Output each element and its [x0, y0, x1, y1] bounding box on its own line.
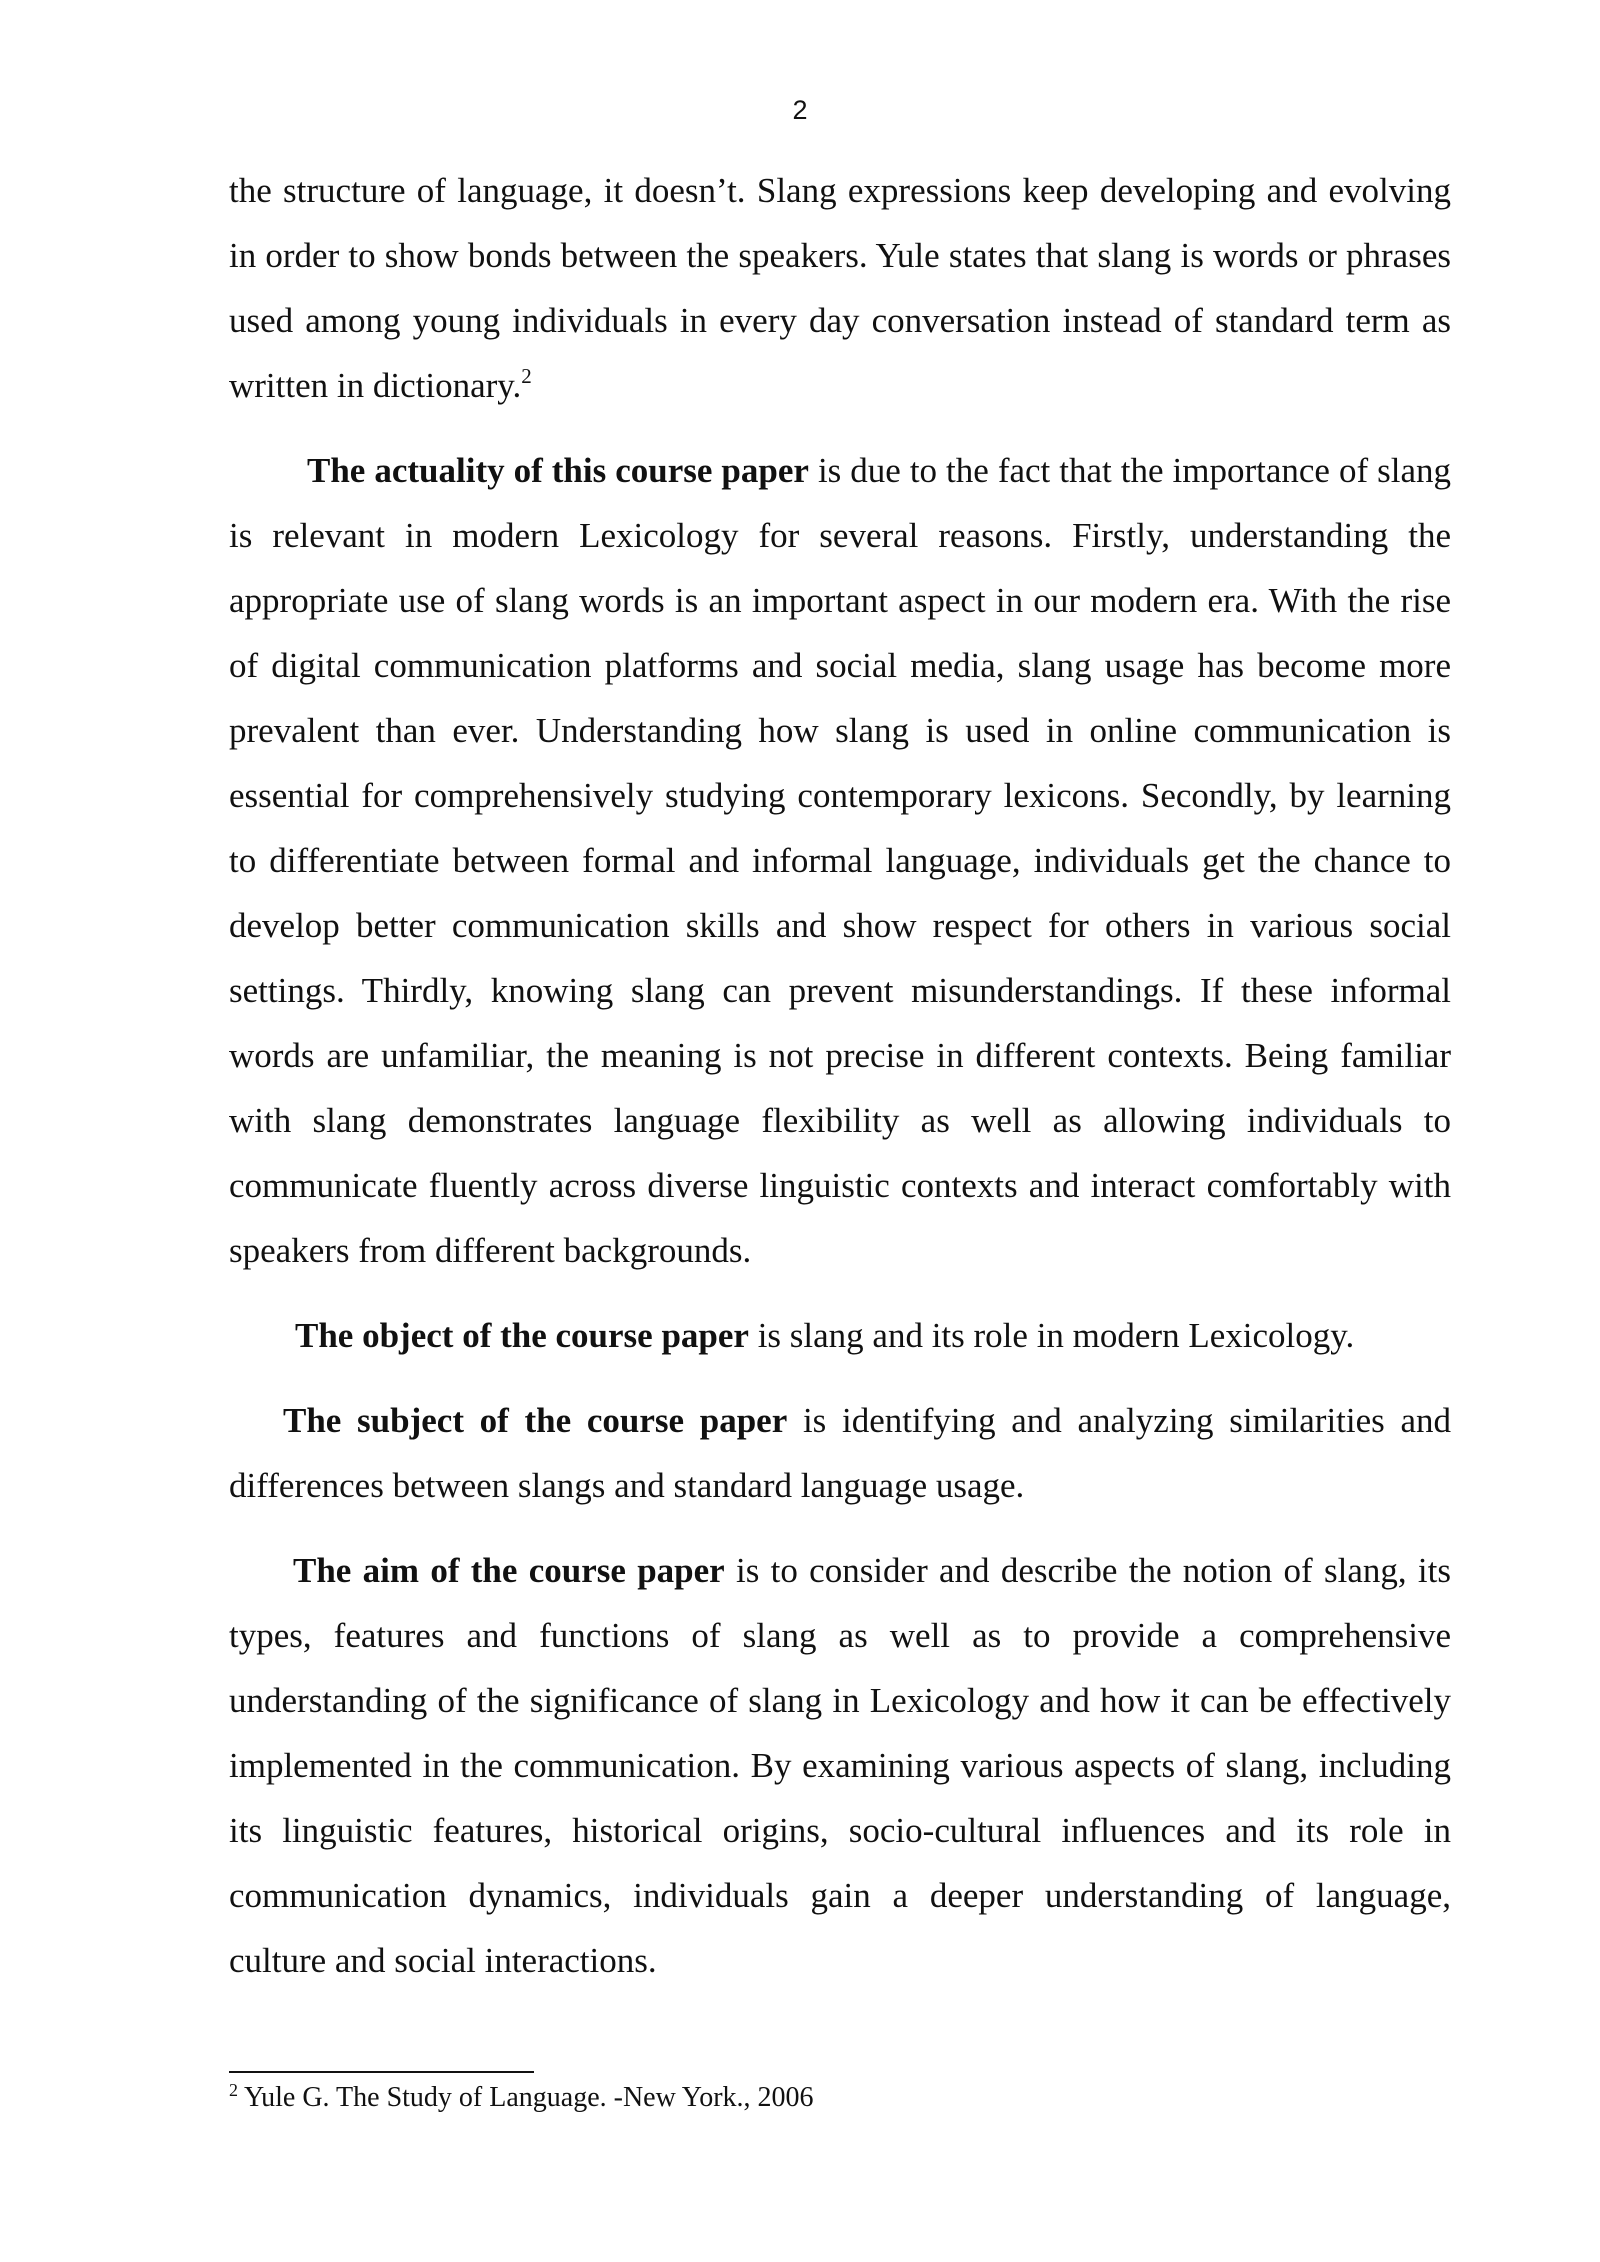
object-text: is slang and its role in modern Lexicology. — [748, 1316, 1355, 1355]
object-heading: The object of the course paper — [295, 1316, 749, 1355]
footnote-reference: 2 — [521, 364, 532, 388]
footnote-separator — [229, 2071, 534, 2073]
footnote-mark: 2 — [229, 2080, 238, 2100]
paragraph-text: the structure of language, it doesn’t. Slang expressions keep developing and evolving in order to show bonds between the speakers. Yule states that slang is words or phrases used among young individuals in every day conversation instead of standard term as written in dictionary. — [229, 171, 1451, 405]
actuality-heading: The actuality of this course paper — [307, 451, 809, 490]
paragraph-subject — [229, 1388, 1451, 1518]
actuality-text: is due to the fact that the importance of slang is relevant in modern Lexicology for several reasons. Firstly, understanding the appropriate use of slang words is an important aspect in our modern era. With the rise of digital communication platforms and social media, slang usage has become more prevalent than ever. Understanding how slang is used in online communication is essential for comprehensively studying contemporary lexicons. Secondly, by learning to differentiate between formal and informal language, individuals get the chance to develop better communication skills and show respect for others in various social settings. Thirdly, knowing slang can prevent misunderstandings. If these informal words are unfamiliar, the meaning is not precise in different contexts. Being familiar with slang demonstrates language flexibility as well as allowing individuals to communicate fluently across diverse linguistic contexts and interact comfortably with speakers from different backgrounds. — [229, 451, 1451, 1270]
aim-text: is to consider and describe the notion of slang, its types, features and functions of slang as well as to provide a comprehensive understanding of the significance of slang in Lexicology and how it can be effectively implemented in the communication. By examining various aspects of slang, including its linguistic features, historical origins, socio-cultural influences and its role in communication dynamics, individuals gain a deeper understanding of language, culture and social interactions. — [229, 1551, 1451, 1980]
aim-heading: The aim of the course paper — [293, 1551, 725, 1590]
body-text — [229, 158, 1451, 1993]
footnote — [229, 2081, 814, 2115]
page-number: 2 — [792, 95, 808, 125]
paragraph-actuality — [229, 438, 1451, 1283]
paragraph-object — [229, 1303, 1451, 1368]
paragraph-intro-continuation — [229, 158, 1451, 418]
footnote-text: Yule G. The Study of Language. -New York., 2006 — [244, 2082, 814, 2113]
subject-text: is identifying and analyzing similarities and differences between slangs and standard language usage. — [229, 1401, 1451, 1505]
paragraph-aim — [229, 1538, 1451, 1993]
subject-heading: The subject of the course paper — [283, 1401, 788, 1440]
